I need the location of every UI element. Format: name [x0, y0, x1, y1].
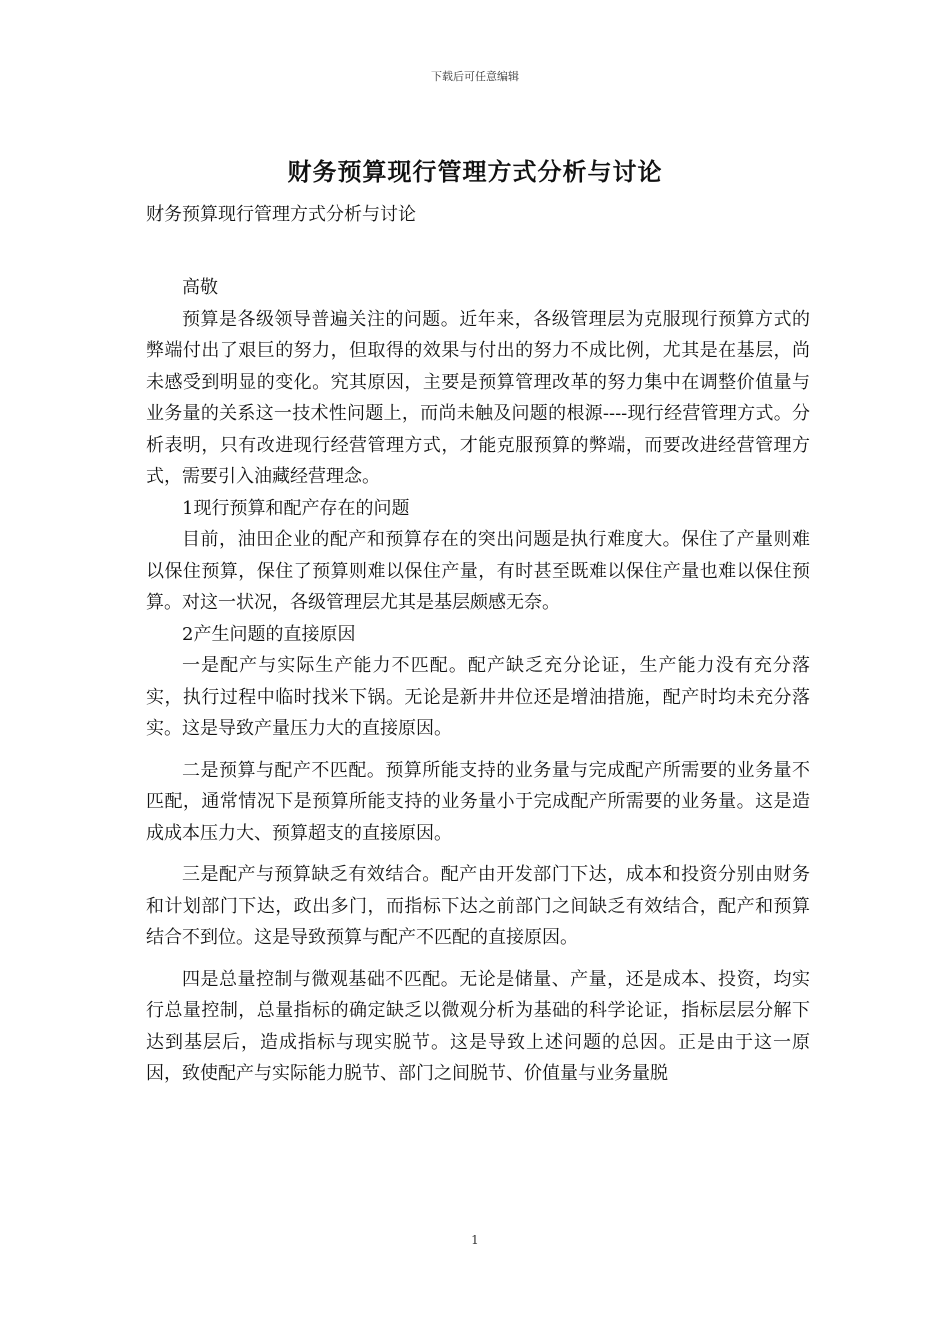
document-subtitle: 财务预算现行管理方式分析与讨论 — [146, 204, 416, 225]
paragraph-reason-1: 一是配产与实际生产能力不匹配。配产缺乏充分论证，生产能力没有充分落实，执行过程中临时找米下锅。无论是新井井位还是增油措施，配产时均未充分落实。这是导致产量压力大的直接原因。 — [146, 655, 810, 739]
document-body — [146, 272, 810, 1090]
paragraph-reason-3: 三是配产与预算缺乏有效结合。配产由开发部门下达，成本和投资分别由财务和计划部门下达，政出多门，而指标下达之前部门之间缺乏有效结合，配产和预算结合不到位。这是导致预算与配产不匹配的直接原因。 — [146, 864, 810, 948]
paragraph-reason-2: 二是预算与配产不匹配。预算所能支持的业务量与完成配产所需要的业务量不匹配，通常情况下是预算所能支持的业务量小于完成配产所需要的业务量。这是造成成本压力大、预算超支的直接原因。 — [146, 759, 810, 844]
author-line: 高敬 — [182, 277, 218, 298]
page-number: 1 — [471, 1233, 479, 1247]
paragraph-intro: 预算是各级领导普遍关注的问题。近年来，各级管理层为克服现行预算方式的弊端付出了艰巨的努力，但取得的效果与付出的努力不成比例，尤其是在基层，尚未感受到明显的变化。究其原因，主要是预算管理改革的努力集中在调整价值量与业务量的关系这一技术性问题上，而尚未触及问题的根源----现行经营管理方式。分析表明，只有改进现行经营管理方式，才能克服预算的弊端，而要改进经营管理方式，需要引入油藏经营理念。 — [146, 308, 810, 487]
page-header-note: 下载后可任意编辑 — [431, 70, 519, 83]
paragraph-reason-4: 四是总量控制与微观基础不匹配。无论是储量、产量，还是成本、投资，均实行总量控制，总量指标的确定缺乏以微观分析为基础的科学论证，指标层层分解下达到基层后，造成指标与现实脱节。这是导致上述问题的总因。正是由于这一原因，致使配产与实际能力脱节、部门之间脱节、价值量与业务量脱 — [146, 968, 810, 1084]
section-heading-1: 1现行预算和配产存在的问题 — [182, 497, 410, 519]
section-heading-2: 2产生问题的直接原因 — [182, 623, 356, 645]
document-title: 财务预算现行管理方式分析与讨论 — [287, 157, 663, 186]
paragraph-section-1: 目前，油田企业的配产和预算存在的突出问题是执行难度大。保住了产量则难以保住预算，保住了预算则难以保住产量，有时甚至既难以保住产量也难以保住预算。对这一状况，各级管理层尤其是基层颇感无奈。 — [146, 529, 810, 613]
